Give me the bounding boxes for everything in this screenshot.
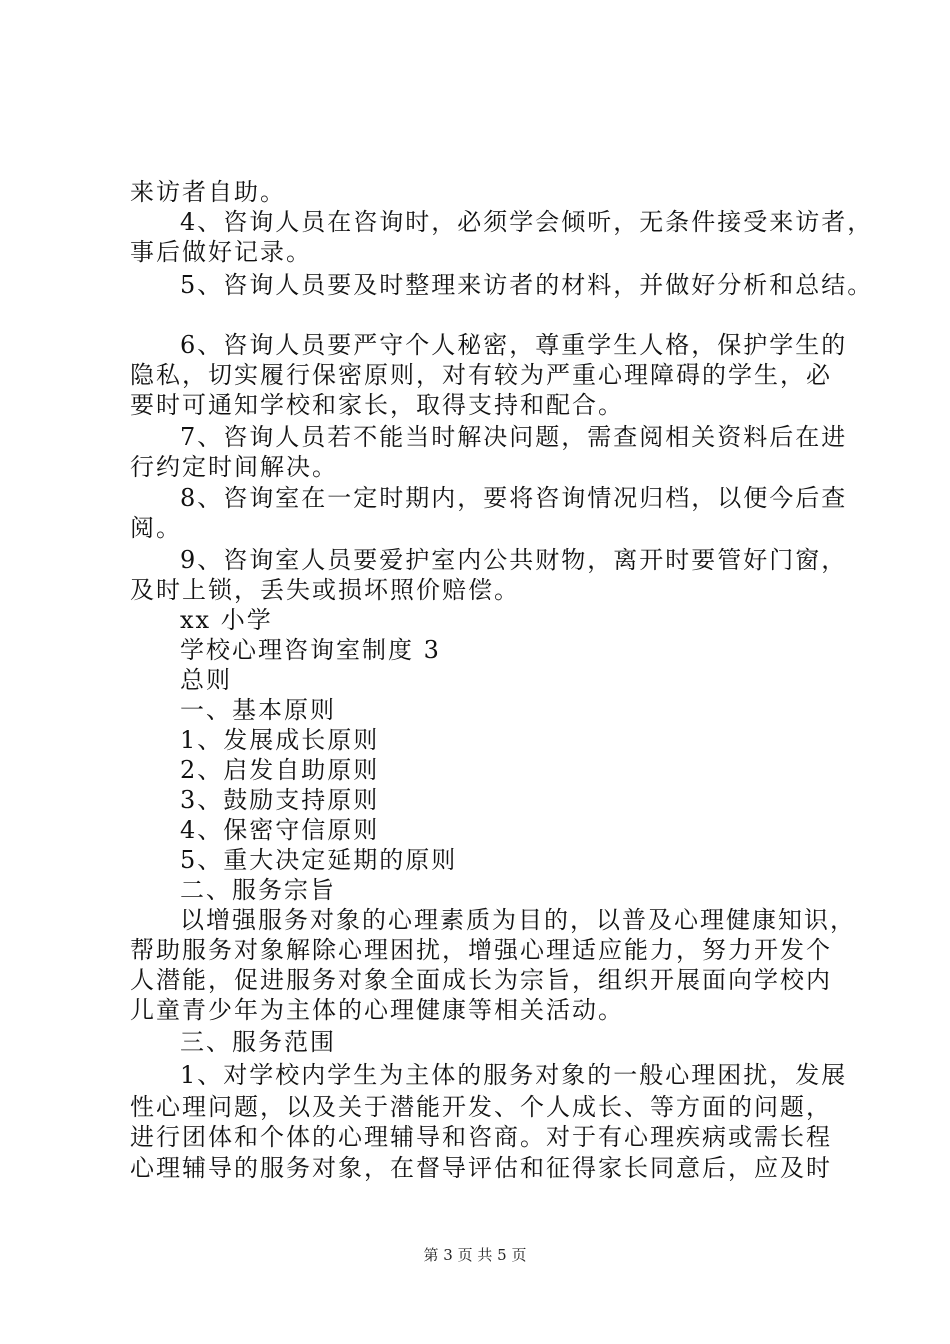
text-line: 要时可通知学校和家长，取得支持和配合。 bbox=[130, 391, 624, 419]
page-number-footer: 第 3 页 共 5 页 bbox=[423, 1246, 527, 1264]
text-line: 2、启发自助原则 bbox=[180, 756, 380, 784]
text-line: 总则 bbox=[180, 666, 232, 694]
text-line: 心理辅导的服务对象，在督导评估和征得家长同意后，应及时 bbox=[130, 1154, 832, 1182]
text-line: 4、保密守信原则 bbox=[180, 816, 380, 844]
text-line: 一、基本原则 bbox=[180, 696, 336, 724]
text-line: 儿童青少年为主体的心理健康等相关活动。 bbox=[130, 996, 624, 1024]
text-line: 进行团体和个体的心理辅导和咨商。对于有心理疾病或需长程 bbox=[130, 1123, 832, 1151]
text-line: 5、重大决定延期的原则 bbox=[180, 846, 458, 874]
text-line: 5、咨询人员要及时整理来访者的材料，并做好分析和总结。 bbox=[180, 271, 874, 299]
text-line: 人潜能，促进服务对象全面成长为宗旨，组织开展面向学校内 bbox=[130, 966, 832, 994]
text-line: 1、对学校内学生为主体的服务对象的一般心理困扰，发展 bbox=[180, 1061, 848, 1089]
text-line: xx 小学 bbox=[180, 606, 273, 634]
text-line: 二、服务宗旨 bbox=[180, 876, 336, 904]
text-line: 7、咨询人员若不能当时解决问题，需查阅相关资料后在进 bbox=[180, 423, 848, 451]
text-line: 事后做好记录。 bbox=[130, 238, 312, 266]
text-line: 学校心理咨询室制度 3 bbox=[180, 636, 441, 664]
text-line: 帮助服务对象解除心理困扰，增强心理适应能力，努力开发个 bbox=[130, 936, 832, 964]
text-line: 性心理问题，以及关于潜能开发、个人成长、等方面的问题， bbox=[130, 1093, 832, 1121]
text-line: 三、服务范围 bbox=[180, 1028, 336, 1056]
text-line: 隐私，切实履行保密原则，对有较为严重心理障碍的学生，必 bbox=[130, 361, 832, 389]
text-line: 6、咨询人员要严守个人秘密，尊重学生人格，保护学生的 bbox=[180, 331, 848, 359]
text-line: 3、鼓励支持原则 bbox=[180, 786, 380, 814]
text-line: 4、咨询人员在咨询时，必须学会倾听，无条件接受来访者， bbox=[180, 208, 874, 236]
text-line: 以增强服务对象的心理素质为目的，以普及心理健康知识， bbox=[180, 906, 856, 934]
text-line: 来访者自助。 bbox=[130, 178, 286, 206]
text-line: 及时上锁，丢失或损坏照价赔偿。 bbox=[130, 576, 520, 604]
text-line: 9、咨询室人员要爱护室内公共财物，离开时要管好门窗， bbox=[180, 546, 848, 574]
text-line: 8、咨询室在一定时期内，要将咨询情况归档，以便今后查 bbox=[180, 484, 848, 512]
text-line: 1、发展成长原则 bbox=[180, 726, 380, 754]
text-line: 阅。 bbox=[130, 514, 182, 542]
text-line: 行约定时间解决。 bbox=[130, 453, 338, 481]
